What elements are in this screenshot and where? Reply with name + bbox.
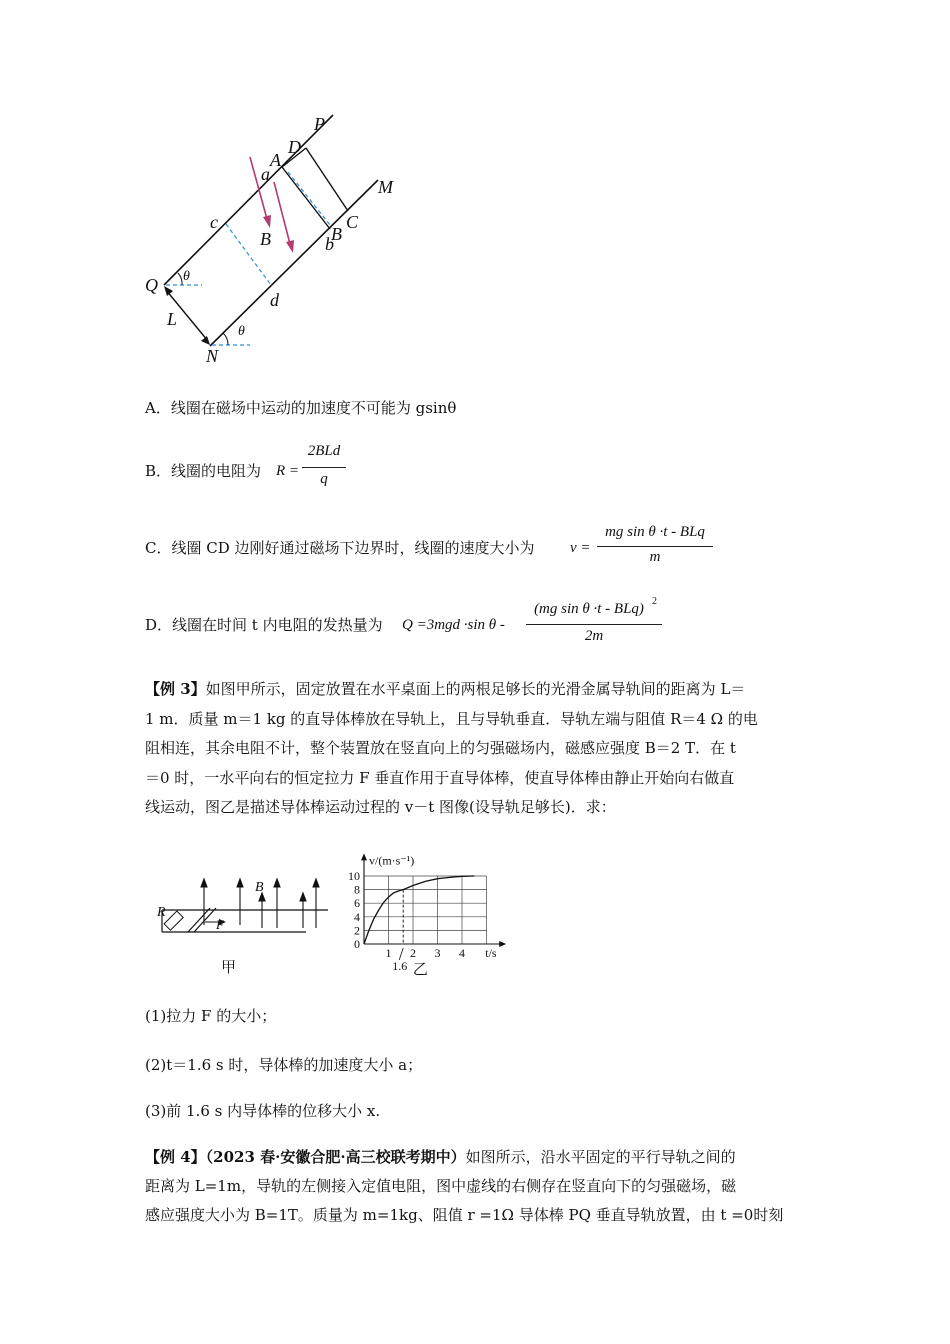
label-B: B [255,880,264,895]
y-tick-label: 2 [354,923,360,938]
vt-chart [350,845,510,980]
option-b-denominator: q [320,471,328,487]
option-c-numerator: mg sin θ ·t - BLq [605,524,705,540]
option-d-numerator: (mg sin θ ·t - BLq) [534,601,644,617]
example-3-line-1: 如图甲所示，固定放置在水平桌面上的两根足够长的光滑金属导轨间的距离为 L＝ [205,680,746,698]
option-a: A．线圈在磁场中运动的加速度不可能为 gsinθ [145,399,457,417]
label-P: P [314,114,325,134]
option-d-prefix: D．线圈在时间 t 内电阻的发热量为 [145,616,383,634]
example-3-line-3: 阻相连，其余电阻不计，整个装置放在竖直向上的匀强磁场内，磁感应强度 B＝2 T．在 t [145,739,736,757]
y-tick-label: 6 [354,896,360,911]
option-c-lhs: v = [570,540,591,556]
label-L: L [167,309,178,329]
option-d-denominator: 2m [584,628,604,644]
x-axis-arrow [499,941,506,947]
rail-circuit-figure [150,870,340,980]
option-c-prefix: C．线圈 CD 边刚好通过磁场下边界时，线圈的速度大小为 [145,539,535,557]
label-D: D [288,137,301,157]
example-3-line-5: 线运动，图乙是描述导体棒运动过程的 v－t 图像(设导轨足够长)．求： [145,798,616,816]
option-b-prefix: B．线圈的电阻为 [145,462,262,480]
option-c-fraction-bar [597,546,713,547]
y-tick-label: 8 [354,882,360,897]
question-3: (3)前 1.6 s 内导体棒的位移大小 x. [145,1102,381,1120]
label-b: b [325,234,334,254]
example-3-line-2: 1 m．质量 m＝1 kg 的直导体棒放在导轨上，且与导轨垂直．导轨左端与阻值 R＝4 Ω 的电 [145,709,758,728]
caption-yi: 乙 [412,960,428,978]
x-tick-label: 1 [385,946,392,960]
example-4-source: （2023 春·安徽合肥·高三校联考期中） [205,1148,466,1166]
label-R: R [157,905,166,920]
option-d-lhs: Q =3mgd ·sin θ - [402,617,505,633]
label-theta-2: θ [238,324,245,339]
option-d-exponent: 2 [652,596,657,607]
caption-jia: 甲 [221,958,237,976]
x-axis-label: t/s [485,946,497,960]
example-4-line-3: 感应强度大小为 B=1T。质量为 m=1kg、阻值 r =1Ω 导体棒 PQ 垂直导轨放置，由 t =0时刻 [145,1206,784,1224]
velocity-curve [364,876,474,944]
option-b-lhs: R = [276,463,300,479]
label-N: N [206,346,219,366]
example-4-text [145,1143,807,1230]
y-tick-label: 0 [354,937,360,951]
label-theta-1: θ [183,269,190,284]
label-C: C [346,212,359,232]
x-tick-label: 2 [410,946,416,960]
question-1: (1)拉力 F 的大小； [145,1007,277,1025]
x-tick-label: 3 [434,946,441,960]
example-3-tag: 【例 3】 [145,680,206,698]
option-c-denominator: m [649,549,661,565]
label-A: A [270,150,281,170]
label-B-field: B [260,229,271,249]
y-tick-label: 4 [354,909,360,924]
inclined-rails-figure [140,105,410,375]
option-b-numerator: 2BLd [307,443,341,459]
example-3-line-4: ＝0 时，一水平向右的恒定拉力 F 垂直作用于直导体棒，使直导体棒由静止开始向右做直 [145,768,735,787]
y-axis-arrow [361,853,367,860]
label-c: c [210,212,218,232]
option-b-fraction-bar [302,467,346,468]
label-a: a [261,164,270,184]
label-B-corner: B [331,224,342,244]
question-2: (2)t＝1.6 s 时，导体棒的加速度大小 a； [145,1056,423,1074]
y-axis-label: v/(m·s⁻¹) [369,853,415,868]
option-d-fraction-bar [526,624,662,625]
label-M: M [378,177,393,197]
example-4-tag: 【例 4】 [145,1148,206,1166]
label-F: F [216,917,224,932]
label-d: d [270,290,279,310]
x-tick-label: 4 [459,946,465,960]
y-tick-label: 10 [348,869,360,883]
annotation-label: 1.6 [392,959,408,973]
label-Q: Q [145,275,158,295]
example-3-text [145,675,807,823]
example-4-line-1: 如图所示，沿水平固定的平行导轨之间的 [465,1148,736,1166]
example-4-line-2: 距离为 L=1m，导轨的左侧接入定值电阻，图中虚线的右侧存在竖直向下的匀强磁场，磁 [145,1177,737,1195]
